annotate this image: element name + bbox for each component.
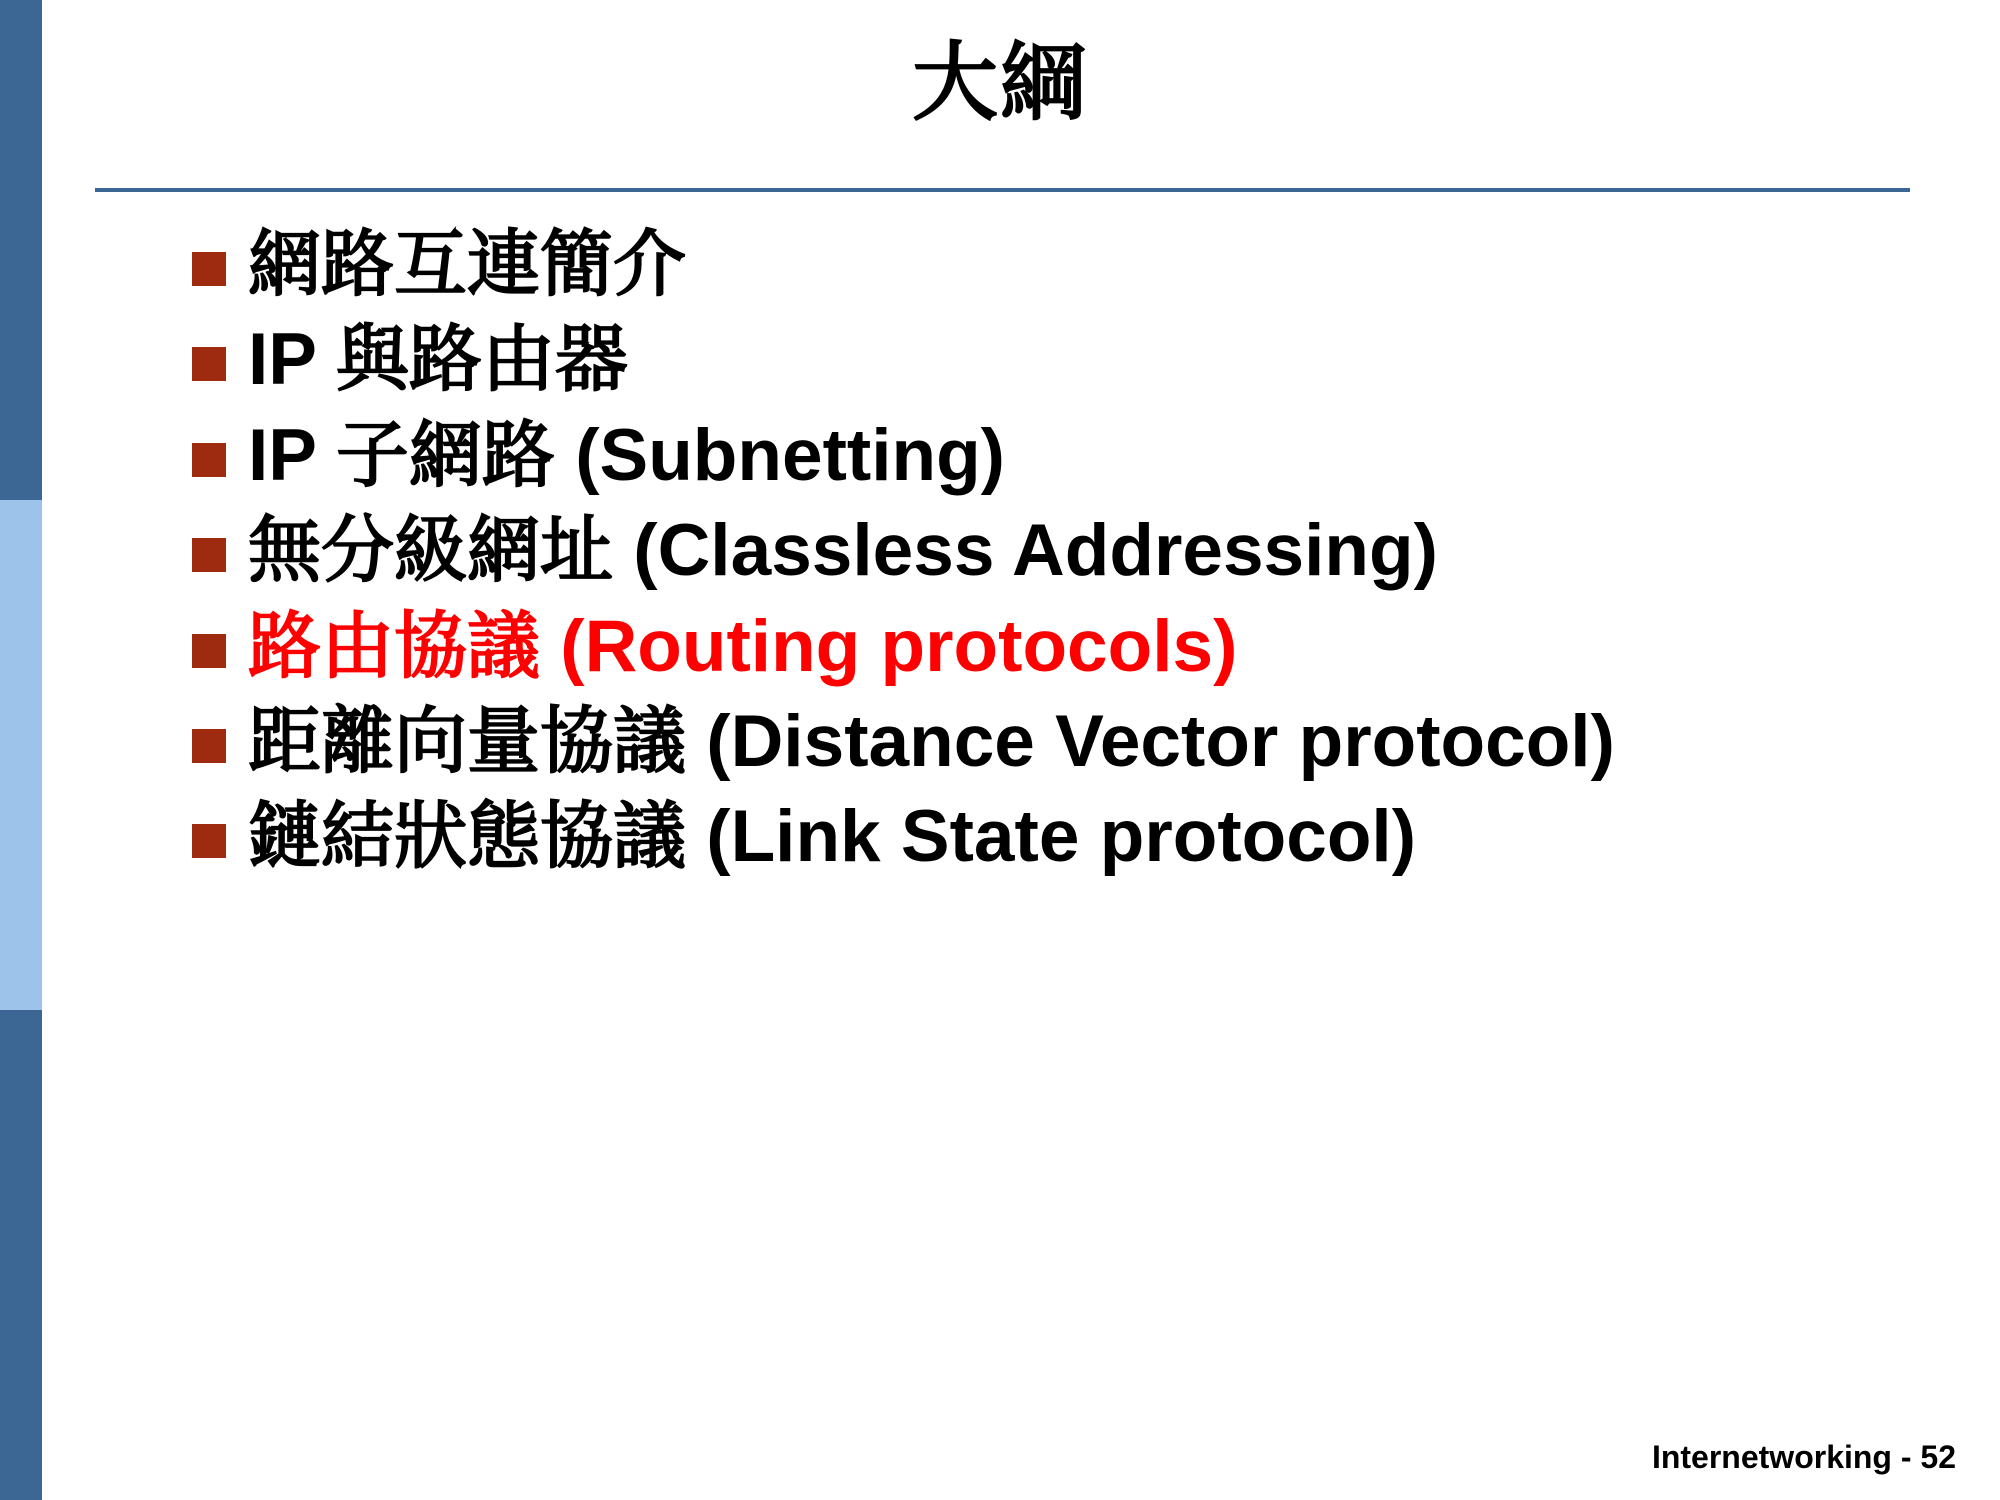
list-item-label: 無分級網址 (Classless Addressing) — [248, 510, 1438, 592]
list-item — [192, 317, 1952, 402]
sidebar-accent-bar-middle — [0, 500, 42, 1010]
square-bullet-icon — [192, 824, 226, 858]
list-item — [192, 508, 1952, 593]
list-item-label: 鏈結狀態協議 (Link State protocol) — [248, 796, 1416, 878]
square-bullet-icon — [192, 443, 226, 477]
sidebar-accent-bar-top — [0, 0, 42, 500]
sidebar-edge-divider — [42, 0, 48, 1500]
square-bullet-icon — [192, 634, 226, 668]
list-item-label: 距離向量協議 (Distance Vector protocol) — [248, 701, 1615, 783]
square-bullet-icon — [192, 729, 226, 763]
slide-footer: Internetworking - 52 — [1651, 1439, 1956, 1475]
page-title: 大綱 — [912, 35, 1088, 131]
list-item-label: IP 與路由器 — [248, 319, 628, 401]
sidebar-accent-bar-bottom — [0, 1010, 42, 1500]
list-item — [192, 222, 1952, 307]
list-item-label: 路由協議 (Routing protocols) — [248, 605, 1238, 687]
list-item-label: IP 子網路 (Subnetting) — [248, 414, 1005, 496]
square-bullet-icon — [192, 252, 226, 286]
square-bullet-icon — [192, 347, 226, 381]
list-item-label: 網路互連簡介 — [248, 224, 686, 305]
square-bullet-icon — [192, 538, 226, 572]
list-item — [192, 699, 1952, 784]
title-divider — [95, 188, 1910, 192]
list-item — [192, 413, 1952, 498]
bullet-list — [192, 222, 1952, 890]
list-item — [192, 794, 1952, 879]
list-item-highlighted — [192, 604, 1952, 689]
